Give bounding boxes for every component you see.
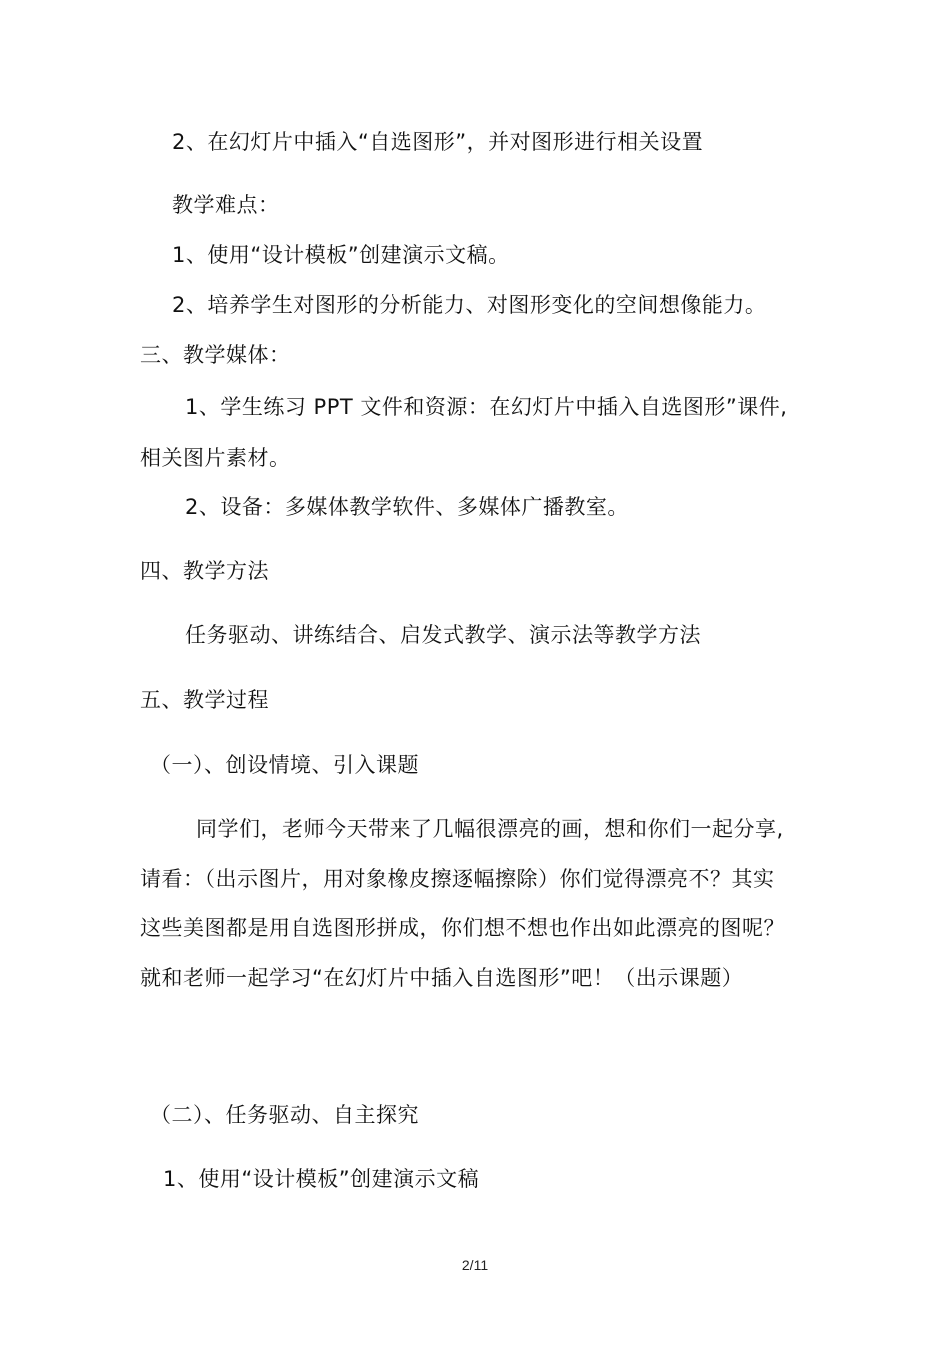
page-number: 2/11 (461, 1257, 489, 1273)
section-3-heading: 三、教学媒体： (140, 343, 291, 367)
key-point-2-line: 2、在幻灯片中插入“自选图形”，并对图形进行相关设置 (172, 130, 704, 154)
section-5-heading: 五、教学过程 (140, 688, 269, 712)
subsection-2-heading: （二）、任务驱动、自主探究 (150, 1103, 419, 1127)
intro-paragraph-line-3: 这些美图都是用自选图形拼成，你们想不想也作出如此漂亮的图呢？ (140, 916, 785, 940)
intro-paragraph-line-4: 就和老师一起学习“在幻灯片中插入自选图形”吧！（出示课题） (140, 966, 744, 990)
intro-paragraph-line-2: 请看：（出示图片，用对象橡皮擦逐幅擦除）你们觉得漂亮不？其实 (140, 867, 775, 891)
teaching-methods-line: 任务驱动、讲练结合、启发式教学、演示法等教学方法 (185, 623, 701, 647)
media-1-line: 1、学生练习 PPT 文件和资源：在幻灯片中插入自选图形”课件, (185, 395, 788, 419)
intro-paragraph-line-1: 同学们，老师今天带来了几幅很漂亮的画，想和你们一起分享, (196, 817, 784, 841)
task-1-line: 1、使用“设计模板”创建演示文稿 (163, 1167, 480, 1191)
difficulty-1-line: 1、使用“设计模板”创建演示文稿。 (172, 243, 510, 267)
media-1-continuation: 相关图片素材。 (140, 446, 291, 470)
difficulty-2-line: 2、培养学生对图形的分析能力、对图形变化的空间想像能力。 (172, 293, 767, 317)
subsection-1-heading: （一）、创设情境、引入课题 (150, 753, 419, 777)
difficulty-heading: 教学难点： (172, 193, 280, 217)
section-4-heading: 四、教学方法 (140, 559, 269, 583)
media-2-line: 2、设备：多媒体教学软件、多媒体广播教室。 (185, 495, 629, 519)
